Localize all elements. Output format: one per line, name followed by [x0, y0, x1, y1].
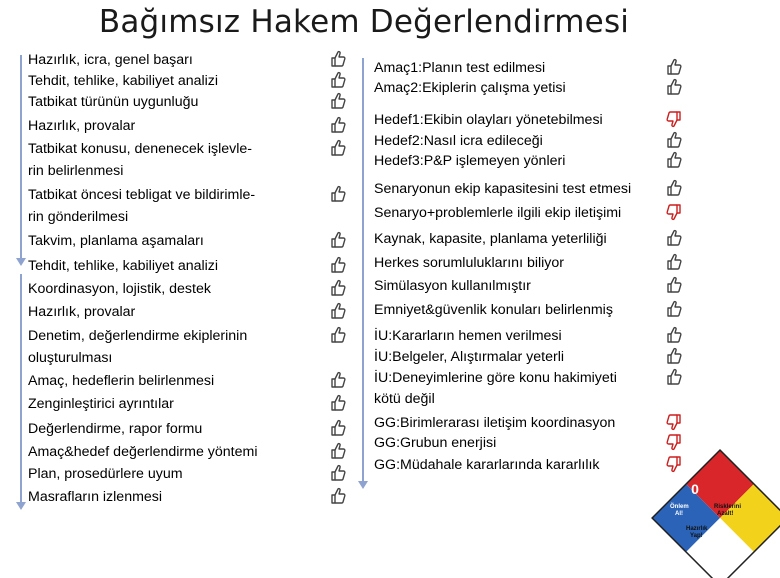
thumbs-up-icon	[330, 442, 346, 460]
thumbs-up-icon	[330, 92, 346, 110]
checklist-item: GG:Müdahale kararlarında kararlılık	[374, 457, 600, 473]
thumbs-down-icon	[666, 110, 682, 128]
checklist-item: Amaç1:Planın test edilmesi	[374, 60, 546, 76]
checklist-item: rin belirlenmesi	[28, 163, 124, 179]
checklist-item: Tatbikat öncesi tebligat ve bildirimle-	[28, 187, 256, 203]
thumbs-up-icon	[666, 78, 682, 96]
right-timeline-arrow	[358, 481, 368, 489]
thumbs-up-icon	[666, 229, 682, 247]
thumbs-up-icon	[330, 419, 346, 437]
checklist-item: Emniyet&güvenlik konuları belirlenmiş	[374, 302, 613, 318]
thumbs-up-icon	[330, 139, 346, 157]
checklist-item: Kaynak, kapasite, planlama yeterliliği	[374, 231, 607, 247]
thumbs-up-icon	[330, 279, 346, 297]
checklist-item: GG:Birimlerarası iletişim koordinasyon	[374, 415, 616, 431]
thumbs-down-icon	[666, 413, 682, 431]
hazard-diamond-badge	[660, 458, 780, 578]
thumbs-down-icon	[666, 203, 682, 221]
left-timeline-top	[20, 55, 22, 260]
checklist-item: Plan, prosedürlere uyum	[28, 466, 183, 482]
thumbs-up-icon	[666, 151, 682, 169]
checklist-item: Hedef3:P&P işlemeyen yönleri	[374, 153, 566, 169]
thumbs-up-icon	[330, 116, 346, 134]
badge-left-label: Önlem Al!	[670, 504, 689, 517]
badge-right-label: Risklerini Azalt!	[714, 504, 742, 517]
left-timeline-arrow-top	[16, 258, 26, 266]
thumbs-up-icon	[666, 253, 682, 271]
checklist-item: Hedef2:Nasıl icra edileceği	[374, 133, 543, 149]
thumbs-up-icon	[666, 276, 682, 294]
checklist-item: İU:Belgeler, Alıştırmalar yeterli	[374, 349, 565, 365]
checklist-item: rin gönderilmesi	[28, 209, 129, 225]
thumbs-up-icon	[330, 71, 346, 89]
checklist-item: Hazırlık, icra, genel başarı	[28, 52, 193, 68]
thumbs-down-icon	[666, 433, 682, 451]
checklist-item: oluşturulması	[28, 350, 113, 366]
thumbs-up-icon	[666, 347, 682, 365]
checklist-item: Hazırlık, provalar	[28, 304, 136, 320]
thumbs-up-icon	[666, 368, 682, 386]
checklist-item: Tehdit, tehlike, kabiliyet analizi	[28, 258, 219, 274]
checklist-item: Masrafların izlenmesi	[28, 489, 163, 505]
thumbs-up-icon	[666, 326, 682, 344]
thumbs-up-icon	[330, 394, 346, 412]
checklist-item: Herkes sorumluluklarını biliyor	[374, 255, 565, 271]
thumbs-up-icon	[330, 50, 346, 68]
checklist-item: GG:Grubun enerjisi	[374, 435, 497, 451]
thumbs-up-icon	[330, 464, 346, 482]
checklist-item: Simülasyon kullanılmıştır	[374, 278, 531, 294]
thumbs-up-icon	[330, 302, 346, 320]
badge-number: 0	[691, 481, 699, 497]
thumbs-up-icon	[330, 326, 346, 344]
checklist-item: Amaç, hedeflerin belirlenmesi	[28, 373, 215, 389]
checklist-item: Denetim, değerlendirme ekiplerinin	[28, 328, 248, 344]
checklist-item: Hazırlık, provalar	[28, 118, 136, 134]
checklist-item: Hedef1:Ekibin olayları yönetebilmesi	[374, 112, 603, 128]
thumbs-up-icon	[666, 300, 682, 318]
thumbs-up-icon	[330, 487, 346, 505]
checklist-item: İU:Deneyimlerine göre konu hakimiyeti	[374, 370, 617, 386]
thumbs-up-icon	[666, 58, 682, 76]
checklist-item: Takvim, planlama aşamaları	[28, 233, 204, 249]
page-title: Bağımsız Hakem Değerlendirmesi	[98, 4, 630, 40]
thumbs-up-icon	[666, 179, 682, 197]
checklist-item: Tehdit, tehlike, kabiliyet analizi	[28, 73, 219, 89]
right-timeline	[362, 58, 364, 483]
checklist-item: Amaç2:Ekiplerin çalışma yetisi	[374, 80, 566, 96]
thumbs-up-icon	[330, 371, 346, 389]
checklist-item: Tatbikat konusu, denenecek işlevle-	[28, 141, 252, 157]
checklist-item: Senaryonun ekip kapasitesini test etmesi	[374, 181, 632, 197]
thumbs-up-icon	[666, 131, 682, 149]
left-timeline-bottom	[20, 274, 22, 504]
checklist-item: Senaryo+problemlerle ilgili ekip iletişimi	[374, 205, 622, 221]
checklist-item: Koordinasyon, lojistik, destek	[28, 281, 211, 297]
checklist-item: İU:Kararların hemen verilmesi	[374, 328, 562, 344]
thumbs-up-icon	[330, 185, 346, 203]
checklist-item: kötü değil	[374, 391, 435, 407]
left-timeline-arrow-bottom	[16, 502, 26, 510]
thumbs-up-icon	[330, 231, 346, 249]
checklist-item: Zenginleştirici ayrıntılar	[28, 396, 174, 412]
checklist-item: Değerlendirme, rapor formu	[28, 421, 203, 437]
checklist-item: Tatbikat türünün uygunluğu	[28, 94, 199, 110]
badge-bottom-label: Hazırlık Yap!	[686, 526, 708, 539]
checklist-item: Amaç&hedef değerlendirme yöntemi	[28, 444, 258, 460]
thumbs-up-icon	[330, 256, 346, 274]
